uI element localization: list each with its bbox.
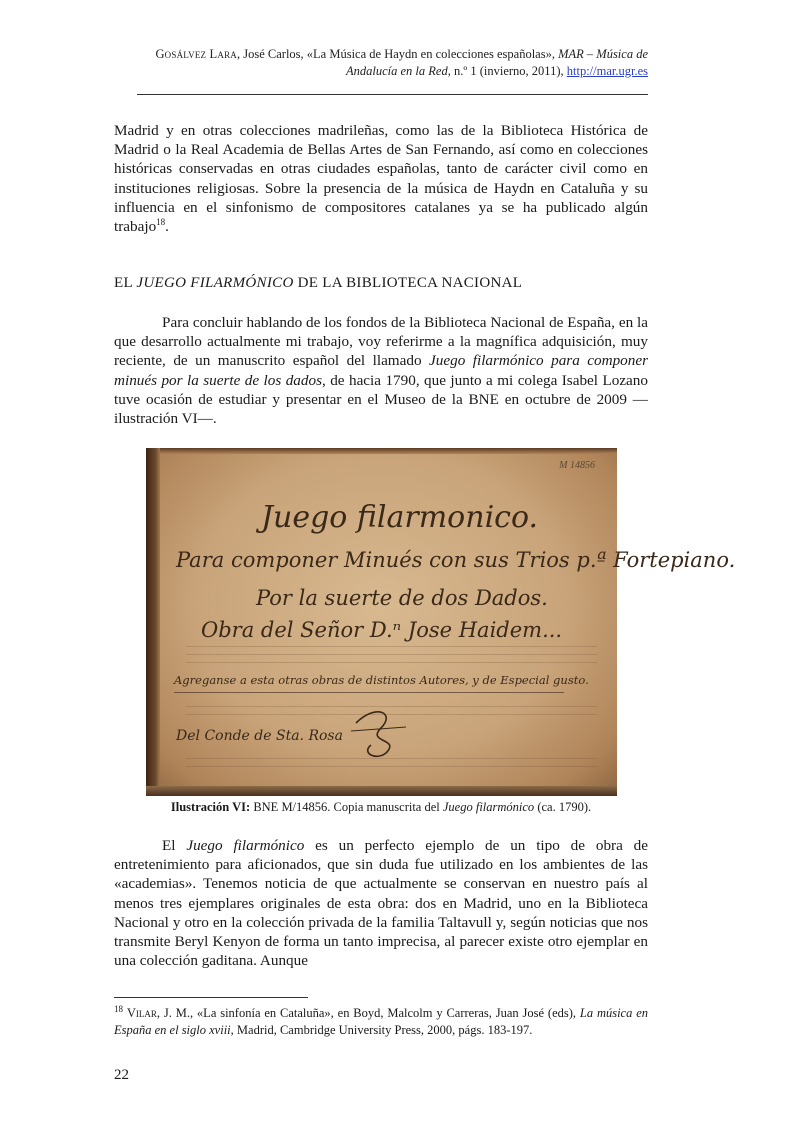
caption-title: Juego filarmónico bbox=[442, 800, 535, 814]
paragraph-1 bbox=[114, 121, 648, 236]
paragraph-3-title: Juego filarmónico bbox=[186, 837, 305, 854]
page-top-edge bbox=[146, 448, 617, 454]
faint-staff-line bbox=[186, 646, 597, 647]
heading-post: DE LA BIBLIOTECA NACIONAL bbox=[293, 275, 523, 291]
footnote-ref-18[interactable]: 18 bbox=[156, 216, 166, 227]
book-spine bbox=[146, 448, 160, 796]
manuscript-title-line: Juego filarmonico. bbox=[261, 500, 539, 535]
faint-staff-line bbox=[186, 662, 597, 663]
page-number: 22 bbox=[114, 1067, 129, 1083]
header-journal: MAR – Música de Andalucía en la Red bbox=[346, 47, 648, 78]
paragraph-2-title: Juego filarmónico para componer minués por la suerte de los dados bbox=[114, 352, 649, 389]
footnote-number: 18 bbox=[114, 1003, 123, 1014]
heading-pre: EL bbox=[114, 275, 137, 291]
manuscript-underline bbox=[174, 692, 564, 693]
page-bottom-edge bbox=[146, 786, 617, 796]
manuscript-shelfmark: M 14856 bbox=[559, 460, 595, 471]
caption-label: Ilustración VI: bbox=[170, 800, 251, 814]
paragraph-2-text-b: , de hacia 1790, que junto a mi colega Isabel Lozano tuve ocasión de estudiar y presentar en el Museo de la BNE en octubre de 2009 —ilustración VI—. bbox=[114, 371, 648, 428]
header-citation: , José Carlos, «La Música de Haydn en colecciones españolas», bbox=[237, 47, 559, 61]
manuscript-dice-line: Por la suerte de dos Dados. bbox=[256, 586, 548, 610]
header-rule bbox=[137, 94, 648, 95]
header-url-link[interactable]: http://mar.ugr.es bbox=[566, 64, 648, 78]
manuscript-owner-line: Del Conde de Sta. Rosa bbox=[176, 728, 343, 744]
paragraph-1-end: . bbox=[165, 218, 169, 236]
caption-text-b: (ca. 1790). bbox=[534, 800, 592, 814]
manuscript-author-line: Obra del Señor D.ⁿ Jose Haidem... bbox=[201, 618, 563, 642]
running-header bbox=[114, 46, 648, 80]
caption-text-a: BNE M/14856. Copia manuscrita del bbox=[250, 800, 443, 814]
header-author: Gosálvez Lara bbox=[155, 47, 237, 61]
paragraph-2 bbox=[114, 313, 648, 428]
heading-title: JUEGO FILARMÓNICO bbox=[136, 275, 294, 291]
paragraph-3-text-b: es un perfecto ejemplo de un tipo de obra de entretenimiento para aficionados, que sin duda fue utilizado en los ambientes de las «academias». Tenemos noticia de que actualmente se conservan en nuestro país al menos tres ejemplares originales de esta obra: dos en Madrid, uno en la Biblioteca Nacional y otro en la colección privada de la familia Taltavull y, según noticias que nos transmite Beryl Kenyon de forma un tanto imprecisa, al parecer existe otro ejemplar en una colección gaditana. Aunque bbox=[114, 837, 649, 970]
figure-caption bbox=[114, 800, 648, 815]
footnote-book-title: La música en España en el siglo xviii bbox=[114, 1006, 649, 1037]
footnote-author: Vilar bbox=[126, 1006, 157, 1020]
faint-staff-line bbox=[186, 654, 597, 655]
paragraph-3 bbox=[114, 836, 648, 970]
footnote-text-b: , Madrid, Cambridge University Press, 2000, págs. 183-197. bbox=[230, 1023, 533, 1037]
footnote-rule bbox=[114, 997, 308, 998]
manuscript-note-line: Agreganse a esta otras obras de distintos Autores, y de Especial gusto. bbox=[174, 673, 589, 687]
manuscript-subtitle-line: Para componer Minués con sus Trios p.ª Fortepiano. bbox=[176, 548, 736, 572]
section-heading bbox=[114, 275, 522, 292]
paragraph-2-text-a: Para concluir hablando de los fondos de la Biblioteca Nacional de España, en la que desarrollo actualmente mi trabajo, voy referirme a la magnífica adquisición, muy reciente, de un manuscrito español del llamado bbox=[114, 314, 648, 370]
footnote-text-a: , J. M., «La sinfonía en Cataluña», en Boyd, Malcolm y Carreras, Juan José (eds), bbox=[156, 1006, 580, 1020]
header-issue: , n.º 1 (invierno, 2011), bbox=[447, 64, 567, 78]
footnote-18 bbox=[114, 1005, 648, 1039]
paragraph-3-text-a: El bbox=[162, 837, 187, 854]
faint-staff-line bbox=[186, 766, 597, 767]
paragraph-1-text: Madrid y en otras colecciones madrileñas, como las de la Biblioteca Histórica de Madrid o la Real Academia de Bellas Artes de San Fernando, así como en colecciones históricas conservadas en otras ciudades españolas, tanto de carácter civil como en instituciones religiosas. Sobre la presencia de la música de Haydn en Cataluña y su influencia en el sinfonismo de compositores catalanes ya se ha publicado algún trabajo bbox=[114, 122, 648, 236]
manuscript-illustration bbox=[146, 448, 736, 796]
signature-flourish-icon bbox=[346, 703, 416, 763]
